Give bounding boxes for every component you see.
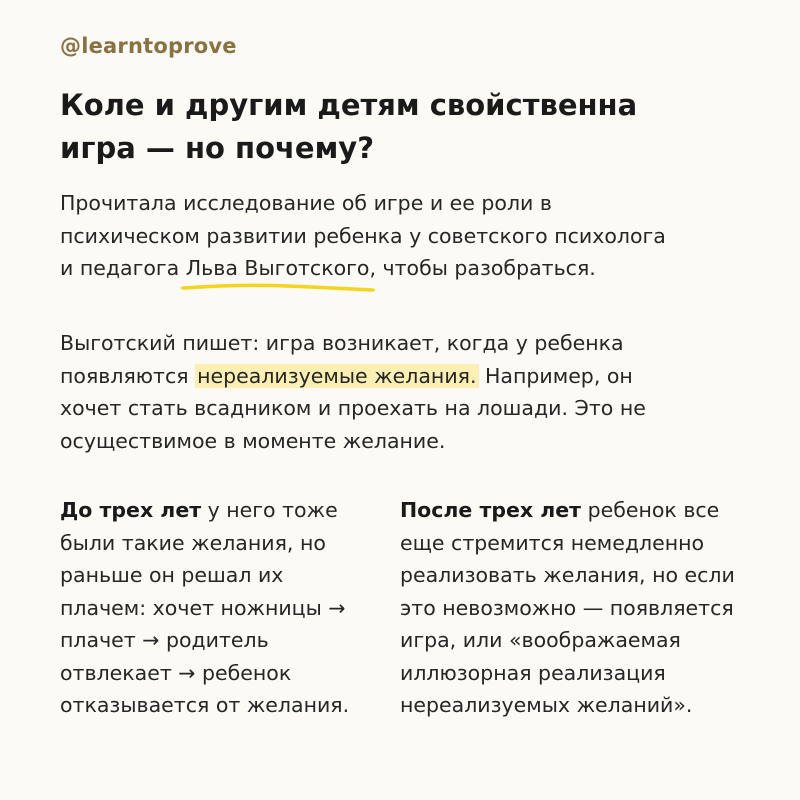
highlighted-phrase: нереализуемые желания. [197,363,477,388]
right-line-6: иллюзорная реализация [400,660,666,685]
vygotsky-line-2-start: появляются [60,363,196,388]
intro-line-1: Прочитала исследование об игре и ее роли в [60,191,552,215]
left-line-2: были такие желания, но [60,530,326,555]
right-line-2: еще стремится немедленно [400,530,705,555]
right-line-3: реализовать желания, но если [400,563,735,587]
intro-line-3-end: , чтобы разобраться. [369,256,596,280]
vygotsky-line-2 [60,360,750,393]
vygotsky-line-2-end: Например, он [478,363,633,388]
left-line-6: отвлекает → ребенок [60,660,292,685]
right-line-7: нереализуемых желаний». [400,693,693,717]
vygotsky-line-4: осуществимое в моменте желание. [60,428,446,453]
intro-line-3 [60,252,750,285]
left-line-5: плачет → родитель [60,628,269,652]
right-bold-lead: После трех лет [400,498,582,522]
account-handle: @learntoprove [60,34,237,58]
title-line-1: Коле и другим детям свойственна [60,88,638,122]
before-three-column [60,494,380,722]
vygotsky-paragraph [60,327,750,457]
intro-line-3-start: и педагога [60,256,186,280]
left-line-1 [60,494,380,527]
right-line-1 [400,494,770,527]
after-three-column [400,494,770,722]
left-bold-lead: До трех лет [60,498,202,522]
vygotsky-line-1: Выготский пишет: игра возникает, когда у ребенка [60,331,624,355]
left-line-4: плачем: хочет ножницы → [60,595,346,620]
underlined-name-text: Льва Выготского [185,256,370,280]
right-line-5: игра, или «воображаемая [400,628,681,652]
intro-paragraph [60,187,750,285]
title-line-2: игра — но почему? [60,131,375,165]
left-line-7: отказывается от желания. [60,693,350,717]
right-line-1-rest: ребенок все [581,498,720,522]
intro-line-2: психическом развитии ребенка у советского психолога [60,223,666,248]
vygotsky-line-3: хочет стать всадником и проехать на лошади. Это не [60,396,646,420]
left-line-1-rest: у него тоже [201,498,338,522]
page-title [60,84,740,170]
left-line-3: раньше он решал их [60,563,284,587]
underlined-name [186,252,370,285]
right-line-4: это невозможно — появляется [400,595,734,620]
yellow-underline-stroke [182,281,374,293]
